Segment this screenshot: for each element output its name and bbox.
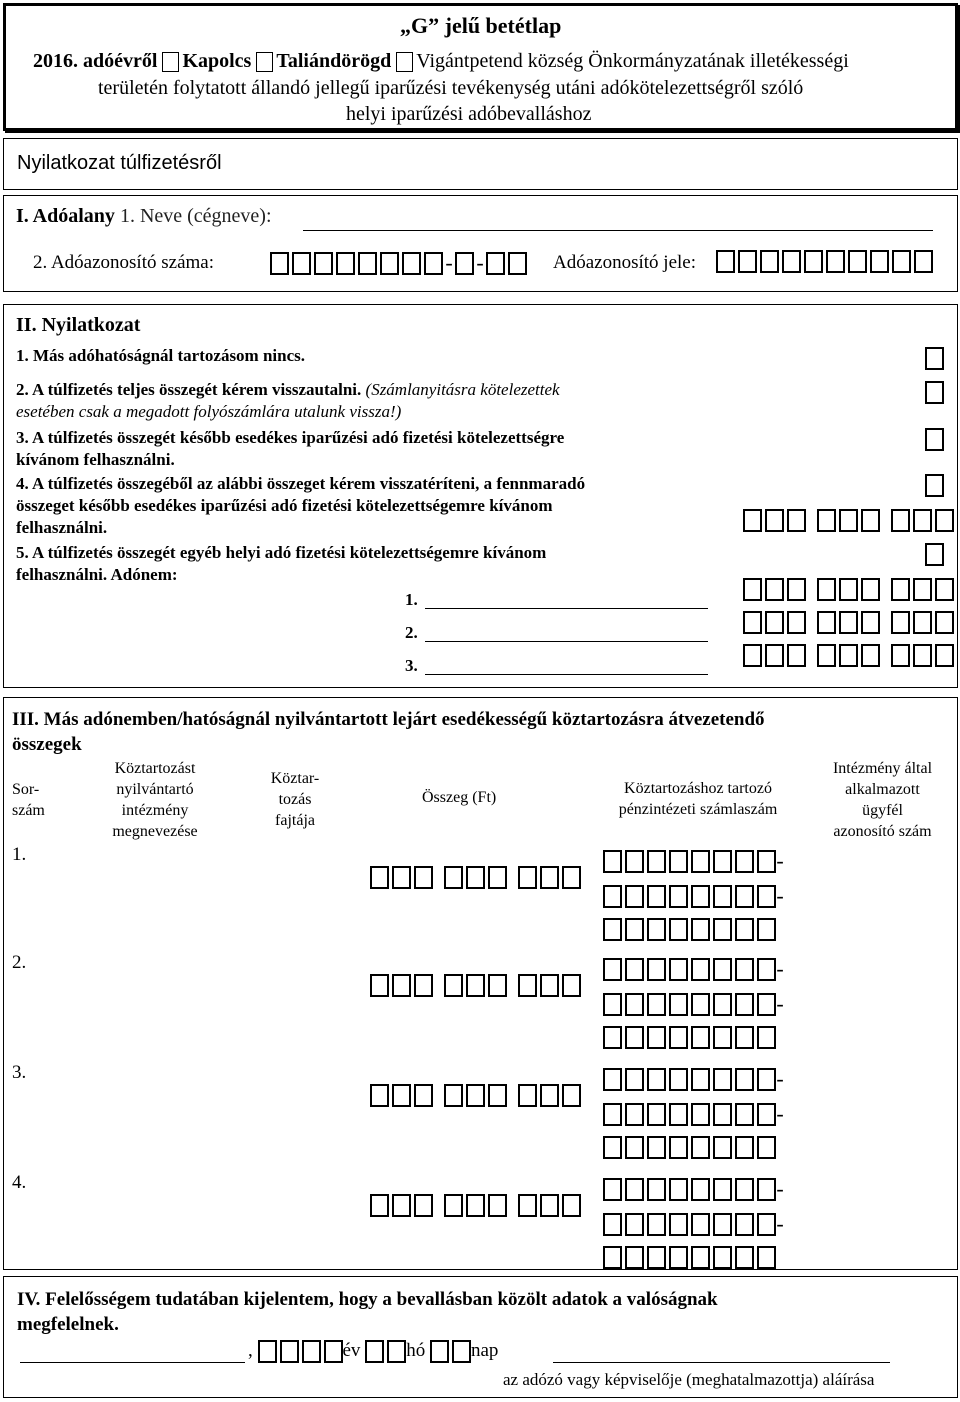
option4-a: 4. A túlfizetés összegéből az alábbi összeget kérem visszatéríteni, a fennmaradó [16, 474, 586, 493]
muni-2: Taliándörögd [276, 50, 392, 72]
row-account-field-1[interactable] [603, 1066, 784, 1092]
col-account-b: pénzintézeti számlaszám [618, 801, 778, 818]
option5-amount-3[interactable] [743, 644, 954, 667]
year-label: év [342, 1340, 361, 1361]
account-dash: - [776, 956, 784, 981]
section3-title-a: III. Más adónemben/hatóságnál nyilvántartott lejárt esedékességű köztartozásra átvezetendő [12, 709, 765, 730]
muni-checkbox-2[interactable] [256, 52, 273, 72]
account-dash: - [776, 883, 784, 908]
row-account-field-3[interactable] [603, 918, 776, 941]
option4-amount[interactable] [743, 509, 954, 532]
date-month-field[interactable] [365, 1340, 406, 1361]
opt-label-1: 1. [405, 590, 418, 609]
account-dash: - [776, 1066, 784, 1091]
col-client-b: alkalmazott [845, 781, 920, 798]
comma: , [248, 1340, 253, 1361]
opt-field-1[interactable] [425, 608, 708, 609]
option2-text [16, 379, 560, 423]
row-account-field-1[interactable] [603, 956, 784, 982]
header-line1 [33, 50, 849, 73]
place-field[interactable] [20, 1362, 245, 1363]
muni-checkbox-1[interactable] [162, 52, 179, 72]
declaration-b: megfelelnek. [17, 1314, 119, 1335]
col-sor-a: Sor- [12, 781, 40, 798]
option3-text [16, 427, 564, 471]
col-amount: Összeg (Ft) [422, 789, 497, 806]
dash-2: - [476, 250, 484, 275]
opt-label-3: 3. [405, 656, 418, 675]
row-account-field-2[interactable] [603, 1101, 784, 1127]
muni-1: Kapolcs [182, 50, 252, 72]
declaration-a: IV. Felelősségem tudatában kijelentem, hogy a bevallásban közölt adatok a valóságnak [17, 1289, 718, 1310]
option5-a: 5. A túlfizetés összegét egyéb helyi adó fizetési kötelezettségemre kívánom [16, 543, 547, 562]
opt-label-2: 2. [405, 623, 418, 642]
declaration [17, 1287, 718, 1337]
signature-line[interactable] [553, 1362, 890, 1363]
header-line2: területén folytatott állandó jellegű iparűzési tevékenység utáni adókötelezettségről szóló [98, 77, 804, 99]
section3-title-b: összegek [12, 734, 82, 755]
taxid-label: Adóazonosító jele: [553, 252, 696, 273]
col-inst-a: Köztartozást [114, 760, 196, 777]
section2-title: II. Nyilatkozat [16, 314, 141, 336]
account-dash: - [776, 848, 784, 873]
option2-bold: 2. A túlfizetés teljes összegét kérem visszautalni. [16, 380, 362, 399]
muni-checkbox-3[interactable] [396, 52, 413, 72]
muni-3: Vigántpetend község Önkormányzatának illetékességi [416, 50, 849, 72]
option3-checkbox[interactable] [925, 428, 944, 451]
section3-title [12, 707, 765, 757]
col-inst-c: intézmény [121, 802, 189, 819]
section1-title: I. Adóalany [16, 205, 115, 227]
row-amount-field[interactable] [370, 974, 581, 997]
col-inst-d: megnevezése [112, 823, 198, 840]
header-line3: helyi iparűzési adóbevalláshoz [346, 103, 592, 125]
col-client [815, 758, 950, 842]
option4-checkbox[interactable] [925, 474, 944, 497]
option3-a: 3. A túlfizetés összegét később esedékes iparűzési adó fizetési kötelezettségre [16, 428, 565, 447]
month-label: hó [406, 1340, 426, 1361]
row-amount-field[interactable] [370, 1084, 581, 1107]
row-account-field-2[interactable] [603, 1211, 784, 1237]
opt-field-2[interactable] [425, 641, 708, 642]
account-dash: - [776, 991, 784, 1016]
taxnum-label: 2. Adóazonosító száma: [33, 252, 214, 273]
col-type-a: Köztar- [270, 770, 320, 787]
account-dash: - [776, 1176, 784, 1201]
option4-text [16, 473, 585, 539]
option4-c: felhasználni. [16, 518, 108, 537]
col-inst-b: nyilvántartó [116, 781, 194, 798]
section1-title-row [16, 205, 272, 228]
opt-field-3[interactable] [425, 674, 708, 675]
row-account-field-3[interactable] [603, 1136, 776, 1159]
row-number: 4. [12, 1172, 27, 1193]
taxnum-field[interactable] [270, 250, 527, 276]
col-type [255, 768, 335, 831]
row-amount-field[interactable] [370, 1194, 581, 1217]
option2-checkbox[interactable] [925, 381, 944, 404]
col-client-d: azonosító szám [833, 823, 932, 840]
date-day-field[interactable] [430, 1340, 471, 1361]
option5-amount-2[interactable] [743, 611, 954, 634]
option5-checkbox[interactable] [925, 543, 944, 566]
option5-amount-1[interactable] [743, 578, 954, 601]
option5-b: felhasználni. Adónem: [16, 565, 178, 584]
row-number: 3. [12, 1062, 27, 1083]
row-account-field-3[interactable] [603, 1026, 776, 1049]
col-account [598, 778, 798, 820]
row-amount-field[interactable] [370, 866, 581, 889]
subtitle: Nyilatkozat túlfizetésről [17, 152, 222, 174]
form-tag: „G” jelű betétlap [400, 13, 562, 38]
row-number: 2. [12, 952, 27, 973]
option5-text [16, 542, 546, 586]
taxid-field[interactable] [716, 250, 933, 273]
col-client-c: ügyfél [862, 802, 903, 819]
option1-checkbox[interactable] [925, 347, 944, 370]
col-sor-b: szám [12, 802, 45, 819]
day-label: nap [470, 1340, 499, 1361]
col-type-b: tozás [278, 791, 312, 808]
header-pre: adóévről [83, 50, 158, 72]
option1-text: 1. Más adóhatóságnál tartozásom nincs. [16, 346, 306, 365]
account-dash: - [776, 1101, 784, 1126]
account-dash: - [776, 1211, 784, 1236]
tax-year: 2016. [33, 50, 78, 72]
date-row [248, 1340, 498, 1363]
date-year-field[interactable] [258, 1340, 343, 1361]
row-number: 1. [12, 844, 27, 865]
dash-1: - [445, 250, 453, 275]
signature-caption: az adózó vagy képviselője (meghatalmazottja) aláírása [503, 1370, 875, 1389]
row-account-field-1[interactable] [603, 848, 784, 874]
option2-note-a: (Számlanyitásra kötelezettek [365, 380, 560, 399]
col-institution [100, 758, 210, 842]
row-account-field-3[interactable] [603, 1246, 776, 1269]
col-type-c: fajtája [275, 812, 315, 829]
col-sor [12, 779, 45, 821]
name-label: 1. Neve (cégneve): [119, 205, 272, 227]
row-account-field-2[interactable] [603, 883, 784, 909]
name-field[interactable] [303, 230, 933, 231]
row-account-field-2[interactable] [603, 991, 784, 1017]
option4-b: összeget később esedékes iparűzési adó fizetési kötelezettségemre kívánom [16, 496, 553, 515]
option2-note-b: esetében csak a megadott folyószámlára utalunk vissza!) [16, 402, 402, 421]
row-account-field-1[interactable] [603, 1176, 784, 1202]
option3-b: kívánom felhasználni. [16, 450, 175, 469]
col-account-a: Köztartozáshoz tartozó [624, 780, 772, 797]
col-client-a: Intézmény által [832, 760, 933, 777]
